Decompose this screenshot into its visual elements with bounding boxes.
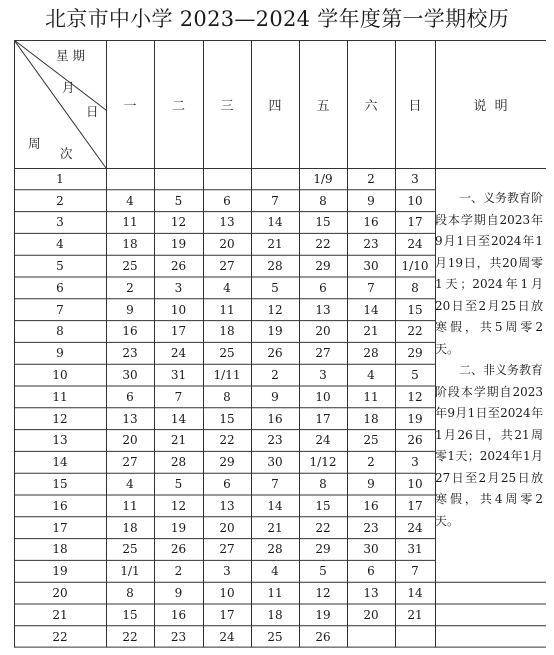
date-cell: 26 — [315, 629, 331, 644]
date-cell: 25 — [363, 433, 379, 448]
date-cell: 24 — [219, 629, 235, 644]
date-cell: 16 — [267, 411, 283, 426]
weekday-header-2: 二 — [171, 98, 185, 114]
date-cell: 13 — [122, 411, 138, 426]
date-cell: 2 — [174, 564, 183, 579]
date-cell: 9 — [271, 389, 279, 404]
date-cell: 2 — [367, 171, 375, 186]
date-cell: 14 — [407, 586, 423, 601]
date-cell: 22 — [315, 237, 331, 252]
date-cell: 17 — [170, 324, 187, 339]
date-cell: 16 — [122, 324, 138, 339]
notes-paragraph-non-compulsory: 二、非义务教育阶段本学期自2023年9月1日至2024年1月26日，共21周零1天；2024年1月27日至2月25日放寒假，共4周零2天。 — [435, 363, 544, 528]
date-cell: 17 — [315, 411, 331, 426]
date-cell: 30 — [363, 542, 379, 557]
date-cell: 12 — [407, 389, 423, 404]
date-cell: 17 — [219, 607, 235, 622]
date-cell: 9 — [174, 586, 183, 601]
date-cell: 22 — [315, 520, 331, 535]
date-cell: 27 — [122, 455, 138, 470]
date-cell — [203, 168, 251, 190]
date-cell: 18 — [219, 324, 235, 339]
week-number-cell: 16 — [52, 498, 68, 513]
date-cell: 6 — [126, 389, 134, 404]
date-cell: 19 — [407, 411, 423, 426]
date-cell: 8 — [319, 193, 327, 208]
date-cell: 6 — [223, 477, 231, 492]
date-cell: 12 — [170, 215, 187, 230]
header-month-label: 月 — [62, 80, 75, 95]
date-cell: 3 — [319, 368, 327, 383]
week-number-cell: 3 — [56, 215, 64, 230]
date-cell: 15 — [219, 411, 235, 426]
week-number-cell: 15 — [52, 477, 68, 492]
week-number-cell: 19 — [52, 564, 68, 579]
date-cell: 2 — [126, 280, 134, 295]
date-cell: 5 — [411, 368, 419, 383]
header-week-label: 周 — [28, 136, 41, 151]
date-cell: 21 — [170, 433, 187, 448]
date-cell: 21 — [267, 520, 283, 535]
date-cell: 6 — [367, 564, 375, 579]
date-cell: 3 — [174, 280, 183, 295]
date-cell: 5 — [174, 477, 183, 492]
date-cell: 21 — [407, 607, 423, 622]
week-number-cell: 22 — [52, 629, 68, 644]
date-cell: 10 — [219, 586, 235, 601]
date-cell: 24 — [315, 433, 331, 448]
date-cell: 8 — [319, 477, 327, 492]
date-cell: 1/12 — [309, 455, 337, 470]
date-cell: 20 — [219, 237, 235, 252]
date-cell: 11 — [122, 498, 138, 513]
date-cell: 15 — [315, 498, 331, 513]
week-number-cell: 4 — [56, 237, 64, 252]
date-cell: 23 — [363, 237, 379, 252]
weekday-header-3: 三 — [220, 98, 234, 114]
date-cell: 1/9 — [313, 171, 333, 186]
date-cell: 24 — [170, 346, 187, 361]
date-cell: 23 — [170, 629, 187, 644]
weekday-header-1: 一 — [123, 98, 137, 114]
week-number-cell: 11 — [52, 389, 68, 404]
date-cell: 28 — [267, 542, 283, 557]
date-cell: 25 — [267, 629, 283, 644]
date-cell: 31 — [407, 542, 423, 557]
date-cell: 15 — [315, 215, 331, 230]
date-cell: 4 — [271, 564, 279, 579]
date-cell: 23 — [267, 433, 283, 448]
calendar-title: 北京市中小学 2023—2024 学年度第一学期校历 — [44, 7, 510, 31]
date-cell: 1/11 — [213, 368, 241, 383]
date-cell: 4 — [126, 477, 134, 492]
date-cell: 22 — [122, 629, 138, 644]
date-cell: 10 — [407, 477, 423, 492]
date-cell: 8 — [411, 280, 419, 295]
date-cell: 11 — [363, 389, 379, 404]
date-cell: 25 — [122, 542, 138, 557]
date-cell: 22 — [407, 324, 423, 339]
date-cell: 30 — [122, 368, 138, 383]
date-cell: 27 — [219, 259, 235, 274]
date-cell: 28 — [363, 346, 379, 361]
date-cell: 11 — [219, 302, 235, 317]
weekday-header-4: 四 — [268, 98, 282, 114]
date-cell: 18 — [267, 607, 283, 622]
date-cell: 24 — [407, 237, 423, 252]
date-cell: 8 — [223, 389, 231, 404]
week-number-cell: 12 — [52, 411, 68, 426]
notes-column-header: 说 明 — [473, 98, 508, 114]
notes-paragraph-compulsory: 一、义务教育阶段本学期自2023年9月1日至2024年1月19日，共20周零1天；2024年1月20日至2月25日放寒假，共5周零2天。 — [435, 191, 544, 356]
week-number-cell: 6 — [56, 280, 64, 295]
date-cell: 7 — [271, 477, 279, 492]
date-cell: 10 — [407, 193, 423, 208]
date-cell: 15 — [122, 607, 138, 622]
weekday-header-7: 日 — [408, 98, 422, 114]
date-cell: 27 — [315, 346, 331, 361]
date-cell: 18 — [363, 411, 379, 426]
school-calendar-table — [14, 40, 546, 648]
date-cell: 10 — [315, 389, 331, 404]
date-cell: 14 — [267, 498, 283, 513]
date-cell: 26 — [170, 259, 187, 274]
date-cell: 10 — [170, 302, 187, 317]
date-cell: 4 — [367, 368, 375, 383]
week-number-cell: 20 — [52, 586, 68, 601]
date-cell: 11 — [122, 215, 138, 230]
date-cell: 4 — [223, 280, 231, 295]
date-cell: 2 — [367, 455, 375, 470]
date-cell: 3 — [411, 171, 419, 186]
date-cell: 26 — [170, 542, 187, 557]
date-cell: 23 — [363, 520, 379, 535]
date-cell: 29 — [315, 542, 331, 557]
date-cell: 19 — [170, 520, 187, 535]
week-number-cell: 10 — [52, 368, 68, 383]
date-cell — [154, 168, 203, 190]
weekday-header-6: 六 — [364, 98, 378, 114]
date-cell: 16 — [363, 498, 379, 513]
date-cell: 16 — [363, 215, 379, 230]
date-cell: 26 — [407, 433, 423, 448]
date-cell: 23 — [122, 346, 138, 361]
date-cell: 3 — [223, 564, 231, 579]
date-cell: 6 — [319, 280, 327, 295]
week-number-cell: 17 — [52, 520, 68, 535]
date-cell: 29 — [407, 346, 423, 361]
date-cell: 6 — [223, 193, 231, 208]
date-cell: 5 — [319, 564, 327, 579]
date-cell: 19 — [315, 607, 331, 622]
date-cell — [395, 626, 435, 648]
week-number-cell: 9 — [56, 346, 64, 361]
date-cell: 9 — [367, 477, 375, 492]
date-cell: 4 — [126, 193, 134, 208]
date-cell: 12 — [170, 498, 187, 513]
date-cell: 7 — [367, 280, 375, 295]
header-ordinal-label: 次 — [60, 146, 73, 161]
date-cell: 14 — [363, 302, 379, 317]
date-cell: 18 — [122, 237, 138, 252]
date-cell: 12 — [315, 586, 331, 601]
date-cell: 7 — [411, 564, 419, 579]
date-cell: 20 — [363, 607, 379, 622]
week-number-cell: 21 — [52, 607, 68, 622]
date-cell: 17 — [407, 498, 423, 513]
date-cell: 3 — [411, 455, 419, 470]
date-cell: 30 — [363, 259, 379, 274]
weekday-header-5: 五 — [316, 98, 330, 114]
date-cell: 28 — [267, 259, 283, 274]
date-cell: 7 — [271, 193, 279, 208]
week-number-cell: 7 — [56, 302, 64, 317]
week-number-cell: 1 — [56, 171, 64, 186]
date-cell: 27 — [219, 542, 235, 557]
date-cell: 21 — [363, 324, 379, 339]
date-cell: 29 — [219, 455, 235, 470]
date-cell: 9 — [367, 193, 375, 208]
date-cell — [251, 168, 299, 190]
date-cell: 19 — [267, 324, 283, 339]
date-cell: 8 — [126, 586, 134, 601]
date-cell: 5 — [271, 280, 279, 295]
date-cell: 1/10 — [401, 259, 429, 274]
date-cell: 13 — [219, 498, 235, 513]
date-cell: 13 — [363, 586, 379, 601]
date-cell: 7 — [174, 389, 183, 404]
date-cell: 17 — [407, 215, 423, 230]
notes-text — [435, 188, 543, 532]
date-cell: 18 — [122, 520, 138, 535]
date-cell: 20 — [219, 520, 235, 535]
date-cell: 12 — [267, 302, 283, 317]
date-cell: 13 — [315, 302, 331, 317]
week-number-cell: 18 — [52, 542, 68, 557]
date-cell: 29 — [315, 259, 331, 274]
date-cell — [347, 626, 395, 648]
week-number-cell: 2 — [56, 193, 64, 208]
date-cell: 1/1 — [120, 564, 140, 579]
date-cell: 5 — [174, 193, 183, 208]
date-cell: 26 — [267, 346, 283, 361]
date-cell: 2 — [271, 368, 279, 383]
date-cell: 24 — [407, 520, 423, 535]
date-cell: 11 — [267, 586, 283, 601]
date-cell: 13 — [219, 215, 235, 230]
week-number-cell: 14 — [52, 455, 68, 470]
date-cell: 22 — [219, 433, 235, 448]
date-cell: 20 — [122, 433, 138, 448]
date-cell — [106, 168, 154, 190]
date-cell: 16 — [170, 607, 187, 622]
date-cell: 19 — [170, 237, 187, 252]
week-number-cell: 8 — [56, 324, 64, 339]
date-cell: 30 — [267, 455, 283, 470]
date-cell: 14 — [267, 215, 283, 230]
header-weekday-label-xing: 星 期 — [56, 48, 85, 63]
header-day-label: 日 — [86, 104, 99, 119]
week-number-cell: 5 — [56, 259, 64, 274]
date-cell: 25 — [122, 259, 138, 274]
date-cell: 9 — [126, 302, 134, 317]
date-cell: 21 — [267, 237, 283, 252]
date-cell: 31 — [170, 368, 187, 383]
date-cell: 28 — [170, 455, 187, 470]
date-cell: 15 — [407, 302, 423, 317]
date-cell: 20 — [315, 324, 331, 339]
date-cell: 25 — [219, 346, 235, 361]
week-number-cell: 13 — [52, 433, 68, 448]
date-cell: 14 — [170, 411, 187, 426]
